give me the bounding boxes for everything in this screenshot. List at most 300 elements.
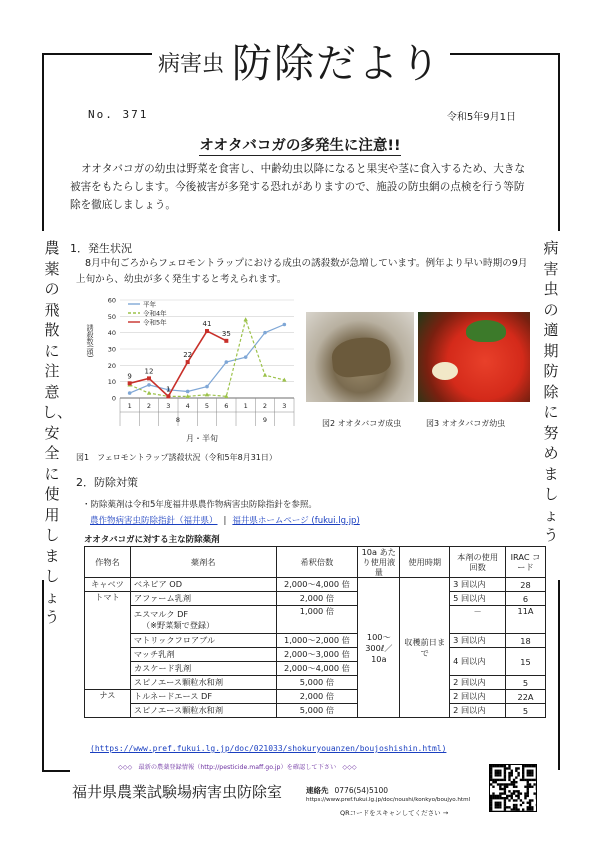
link-fukui-home[interactable]: 福井県ホームページ (fukui.lg.jp) [232, 516, 360, 526]
cell-timing-merged: 収穫前日まで [400, 578, 450, 718]
qr-module [495, 765, 497, 767]
issue-number: No. 371 [88, 108, 149, 121]
cell-count: 2 回以内 [450, 704, 506, 718]
qr-module [497, 804, 499, 806]
qr-module [513, 804, 515, 806]
cell-crop: トマト [85, 592, 131, 690]
series-point [244, 355, 248, 359]
qr-module [515, 776, 517, 778]
qr-module [501, 788, 503, 790]
qr-module [504, 788, 506, 790]
qr-module [497, 772, 499, 774]
qr-module [513, 799, 515, 801]
qr-module [504, 811, 506, 812]
data-label: 35 [221, 329, 231, 338]
qr-module [504, 767, 506, 769]
series-point [128, 381, 132, 385]
qr-module [504, 806, 506, 808]
qr-module [536, 776, 537, 778]
qr-module [497, 779, 499, 781]
cell-dilution: 2,000 倍 [276, 592, 358, 606]
legend-label: 平年 [143, 300, 156, 309]
qr-module [508, 783, 510, 785]
qr-module [504, 774, 506, 776]
qr-module [492, 781, 494, 783]
qr-module [522, 772, 524, 774]
series-point [205, 385, 209, 389]
qr-module [515, 806, 517, 808]
qr-module [533, 779, 535, 781]
series-point [263, 331, 267, 335]
qr-module [533, 783, 535, 785]
qr-module [511, 770, 513, 772]
series-point [186, 390, 190, 394]
qr-module [499, 797, 501, 799]
qr-module [515, 795, 517, 797]
qr-module [511, 783, 513, 785]
qr-module [536, 797, 537, 799]
title-prefix: 病害虫 [157, 52, 224, 77]
qr-module [527, 792, 529, 794]
qr-module [499, 779, 501, 781]
cell-count: 4 回以内 [450, 648, 506, 676]
qr-module [504, 808, 506, 810]
qr-module [529, 774, 531, 776]
qr-module [499, 788, 501, 790]
cell-agent: マトリックフロアブル [130, 634, 276, 648]
header-volume: 10a あたり使用液量 [358, 547, 400, 578]
trap-count-chart [70, 294, 302, 424]
qr-module [536, 788, 537, 790]
qr-module [504, 765, 506, 767]
table-row [85, 690, 546, 704]
qr-module [492, 795, 494, 797]
y-tick-label: 20 [107, 361, 116, 370]
table-row [85, 704, 546, 718]
qr-module [506, 767, 508, 769]
qr-module [492, 811, 494, 812]
qr-module [524, 795, 526, 797]
qr-module [531, 770, 533, 772]
qr-module [508, 776, 510, 778]
qr-module [506, 786, 508, 788]
pesticide-table [84, 546, 546, 718]
qr-module [536, 765, 537, 767]
qr-module [490, 783, 492, 785]
qr-module [497, 811, 499, 812]
qr-module [513, 783, 515, 785]
title-main: 防除だより [232, 41, 442, 87]
qr-module [515, 767, 517, 769]
qr-module [513, 786, 515, 788]
qr-module [506, 806, 508, 808]
qr-module [517, 790, 519, 792]
contact-info [306, 785, 388, 796]
header-timing: 使用時期 [400, 547, 450, 578]
cell-crop: ナス [85, 690, 131, 718]
qr-module [536, 772, 537, 774]
qr-module [490, 795, 492, 797]
headline-text: オオタバコガの多発生に注意!! [199, 138, 401, 154]
qr-module [522, 765, 524, 767]
qr-module [506, 811, 508, 812]
y-axis-label: 誘殺数(頭) [86, 324, 94, 358]
qr-module [511, 772, 513, 774]
x-tick-label: 6 [224, 402, 229, 410]
x-tick-label: 1 [127, 402, 132, 410]
x-tick-label: 2 [262, 402, 268, 410]
table-row [85, 592, 546, 606]
series-point [128, 391, 132, 395]
qr-module [520, 804, 522, 806]
qr-module [508, 765, 510, 767]
header-count: 本剤の使用回数 [450, 547, 506, 578]
cell-agent: アファーム乳剤 [130, 592, 276, 606]
cell-irac: 22A [506, 690, 546, 704]
table-row [85, 676, 546, 690]
qr-module [490, 776, 492, 778]
cell-irac: 5 [506, 676, 546, 690]
qr-module [517, 795, 519, 797]
qr-module [506, 783, 508, 785]
cell-dilution: 2,000～3,000 倍 [276, 648, 358, 662]
qr-module [520, 799, 522, 801]
month-label: 8 [175, 416, 181, 424]
qr-module [527, 783, 529, 785]
qr-module [513, 779, 515, 781]
qr-module [524, 779, 526, 781]
qr-module [495, 770, 497, 772]
qr-module [506, 795, 508, 797]
qr-module [536, 767, 537, 769]
qr-module [536, 774, 537, 776]
qr-module [529, 765, 531, 767]
cell-count: 5 回以内 [450, 592, 506, 606]
x-tick-label: 2 [146, 402, 152, 410]
contact-label: 連絡先 [306, 786, 329, 795]
qr-module [536, 779, 537, 781]
guideline-url-text[interactable]: (https://www.pref.fukui.lg.jp/doc/021033/shokuryouanzen/boujoshishin.html) [90, 744, 447, 753]
data-label: 41 [202, 320, 212, 329]
qr-module [527, 808, 529, 810]
qr-module [533, 765, 535, 767]
x-tick-label: 5 [204, 402, 210, 410]
legend-label: 令和5年 [143, 318, 167, 327]
qr-module [517, 811, 519, 812]
qr-module [511, 808, 513, 810]
qr-module [508, 806, 510, 808]
qr-module [490, 799, 492, 801]
figure1-caption: 図1 フェロモントラップ誘殺状況（令和5年8月31日） [76, 453, 277, 462]
qr-module [499, 786, 501, 788]
qr-prompt: QRコードをスキャンしてください → [340, 809, 449, 817]
x-tick-label: 3 [166, 402, 171, 410]
qr-module [529, 770, 531, 772]
qr-module [527, 795, 529, 797]
qr-module [495, 804, 497, 806]
qr-module [527, 779, 529, 781]
series-point [205, 329, 209, 333]
qr-module [490, 765, 492, 767]
cell-agent: トルネードエース DF [130, 690, 276, 704]
chart-xlabel: 月・半旬 [186, 434, 218, 443]
cell-dilution: 5,000 倍 [276, 704, 358, 718]
qr-module [517, 792, 519, 794]
series-point [283, 323, 287, 327]
series-point [225, 360, 229, 364]
qr-module [515, 786, 517, 788]
qr-module [490, 772, 492, 774]
month-label: 9 [262, 416, 268, 424]
intro-paragraph: オオタバコガの幼虫は野菜を食害し、中齢幼虫以降になると果実や茎に食入するため、大きな被害をもたらします。今後被害が多発する恐れがありますので、施設の防虫網の点検を行う等防除を徹底しましょう。 [70, 163, 526, 211]
qr-module [508, 779, 510, 781]
y-tick-label: 30 [107, 345, 116, 354]
qr-module [499, 804, 501, 806]
qr-module [501, 765, 503, 767]
larva-tomato-photo [418, 312, 530, 402]
qr-module [527, 772, 529, 774]
qr-module [501, 811, 503, 812]
y-tick-label: 40 [107, 329, 116, 338]
qr-module [490, 802, 492, 804]
y-tick-label: 0 [111, 394, 116, 403]
qr-module [495, 811, 497, 812]
qr-module [527, 781, 529, 783]
qr-module [511, 792, 513, 794]
qr-module [504, 802, 506, 804]
cell-count: 3 回以内 [450, 578, 506, 592]
qr-module [529, 806, 531, 808]
qr-module [517, 808, 519, 810]
qr-module [508, 767, 510, 769]
cell-agent: ベネビア OD [130, 578, 276, 592]
qr-module [522, 811, 524, 812]
qr-module [527, 770, 529, 772]
qr-module [536, 786, 537, 788]
qr-module [492, 792, 494, 794]
qr-module [492, 797, 494, 799]
qr-module [524, 811, 526, 812]
qr-module [501, 783, 503, 785]
qr-module [515, 811, 517, 812]
qr-module [527, 790, 529, 792]
qr-module [513, 808, 515, 810]
qr-module [506, 797, 508, 799]
cell-irac: 5 [506, 704, 546, 718]
qr-module [490, 770, 492, 772]
qr-module [504, 770, 506, 772]
reference-links [90, 514, 360, 526]
cell-irac: 6 [506, 592, 546, 606]
footer-url[interactable]: https://www.pref.fukui.lg.jp/doc/noushi/konkyo/boujyo.html [306, 797, 471, 803]
qr-module [490, 806, 492, 808]
table-row [85, 578, 546, 592]
qr-module [513, 790, 515, 792]
cell-irac: 15 [506, 648, 546, 676]
qr-module [520, 779, 522, 781]
headline [0, 134, 600, 155]
qr-module [511, 774, 513, 776]
qr-module [531, 779, 533, 781]
qr-module [536, 770, 537, 772]
x-tick-label: 3 [282, 402, 287, 410]
data-label: 9 [127, 372, 132, 381]
qr-module [513, 792, 515, 794]
qr-module [511, 795, 513, 797]
qr-module [504, 786, 506, 788]
qr-module [504, 772, 506, 774]
section2-bullet: ・防除薬剤は令和5年度福井県農作物病害虫防除指針を参照。 [82, 500, 317, 510]
y-tick-label: 60 [107, 296, 116, 305]
qr-module [499, 795, 501, 797]
table-row [85, 634, 546, 648]
link-guideline[interactable]: 農作物病害虫防除指針（福井県） [90, 516, 218, 526]
qr-module [529, 799, 531, 801]
qr-module [495, 774, 497, 776]
series-point [147, 376, 151, 380]
qr-module [495, 772, 497, 774]
qr-module [495, 781, 497, 783]
qr-module [497, 765, 499, 767]
qr-module [522, 776, 524, 778]
qr-module [508, 774, 510, 776]
guideline-url[interactable] [90, 744, 446, 753]
cell-irac: 11A [506, 606, 546, 634]
qr-module [527, 774, 529, 776]
series-point [186, 360, 190, 364]
cell-count: 2 回以内 [450, 676, 506, 690]
contact-phone: 0776(54)5100 [334, 786, 389, 795]
qr-module [517, 772, 519, 774]
qr-module [515, 790, 517, 792]
qr-module [517, 767, 519, 769]
qr-module [495, 795, 497, 797]
qr-module [524, 786, 526, 788]
cell-agent: スピノエース顆粒水和剤 [130, 704, 276, 718]
cell-count: 3 回以内 [450, 634, 506, 648]
qr-module [520, 792, 522, 794]
qr-module [522, 779, 524, 781]
qr-module [536, 811, 537, 812]
qr-module [520, 811, 522, 812]
qr-module [492, 779, 494, 781]
qr-module [517, 774, 519, 776]
qr-module [527, 788, 529, 790]
qr-module [490, 804, 492, 806]
pesticide-notice: ◇◇◇ 最新の農薬登録情報（http://pesticide.maff.go.jp）を確認して下さい ◇◇◇ [118, 764, 357, 771]
qr-module [529, 772, 531, 774]
moth-photo [306, 312, 414, 402]
newsletter-title [0, 32, 600, 89]
qr-module [531, 772, 533, 774]
qr-module [522, 774, 524, 776]
qr-module [490, 808, 492, 810]
qr-module [499, 792, 501, 794]
x-tick-label: 4 [185, 402, 190, 410]
qr-module [497, 802, 499, 804]
cell-agent: スピノエース顆粒水和剤 [130, 676, 276, 690]
frame-bottom-left [42, 770, 70, 772]
qr-module [513, 806, 515, 808]
cell-dilution: 2,000～4,000 倍 [276, 662, 358, 676]
cell-dilution: 1,000 倍 [276, 606, 358, 634]
qr-module [536, 804, 537, 806]
qr-module [529, 786, 531, 788]
series-point [147, 383, 151, 387]
section1-heading: 1．発生状況 [70, 242, 132, 255]
qr-module [495, 806, 497, 808]
qr-module [522, 808, 524, 810]
qr-module [529, 783, 531, 785]
qr-code-icon[interactable] [489, 764, 537, 812]
qr-module [490, 811, 492, 812]
qr-module [490, 767, 492, 769]
header-crop: 作物名 [85, 547, 131, 578]
qr-module [529, 802, 531, 804]
table-row [85, 606, 546, 634]
y-tick-label: 50 [107, 312, 116, 321]
qr-module [508, 811, 510, 812]
data-label: 22 [183, 351, 193, 360]
cell-dilution: 1,000～2,000 倍 [276, 634, 358, 648]
cell-irac: 28 [506, 578, 546, 592]
qr-module [536, 795, 537, 797]
qr-module [501, 779, 503, 781]
figure2-caption: 図2 オオタバコガ成虫 [322, 419, 402, 428]
section2-heading: 2．防除対策 [76, 476, 138, 489]
cell-agent: カスケード乳剤 [130, 662, 276, 676]
tomato-calyx-shape [466, 320, 506, 342]
table-title: オオタバコガに対する主な防除薬剤 [84, 535, 220, 545]
qr-module [497, 770, 499, 772]
qr-module [531, 786, 533, 788]
qr-module [511, 781, 513, 783]
qr-module [531, 799, 533, 801]
cell-agent [130, 606, 276, 634]
qr-module [492, 765, 494, 767]
qr-module [524, 797, 526, 799]
qr-module [497, 783, 499, 785]
qr-module [490, 774, 492, 776]
qr-module [515, 799, 517, 801]
series-point [147, 391, 151, 395]
qr-module [501, 797, 503, 799]
tomato-damage-shape [432, 362, 458, 380]
series-point [166, 394, 170, 398]
cell-dilution: 2,000 倍 [276, 690, 358, 704]
qr-module [508, 790, 510, 792]
qr-module [524, 792, 526, 794]
frame-right-lower [558, 580, 560, 770]
cell-count: － [450, 606, 506, 634]
agent-name: エスマルク DF [133, 608, 189, 619]
chart-svg [70, 294, 302, 434]
qr-module [504, 804, 506, 806]
qr-module [524, 765, 526, 767]
cell-dilution: 5,000 倍 [276, 676, 358, 690]
qr-module [504, 779, 506, 781]
qr-module [499, 811, 501, 812]
data-label: 12 [144, 367, 154, 376]
qr-module [499, 770, 501, 772]
qr-module [499, 806, 501, 808]
series-point [224, 339, 228, 343]
qr-module [529, 804, 531, 806]
figure3-caption: 図3 オオタバコガ幼虫 [426, 419, 506, 428]
qr-module [529, 779, 531, 781]
qr-module [531, 808, 533, 810]
header-agent: 薬剤名 [130, 547, 276, 578]
